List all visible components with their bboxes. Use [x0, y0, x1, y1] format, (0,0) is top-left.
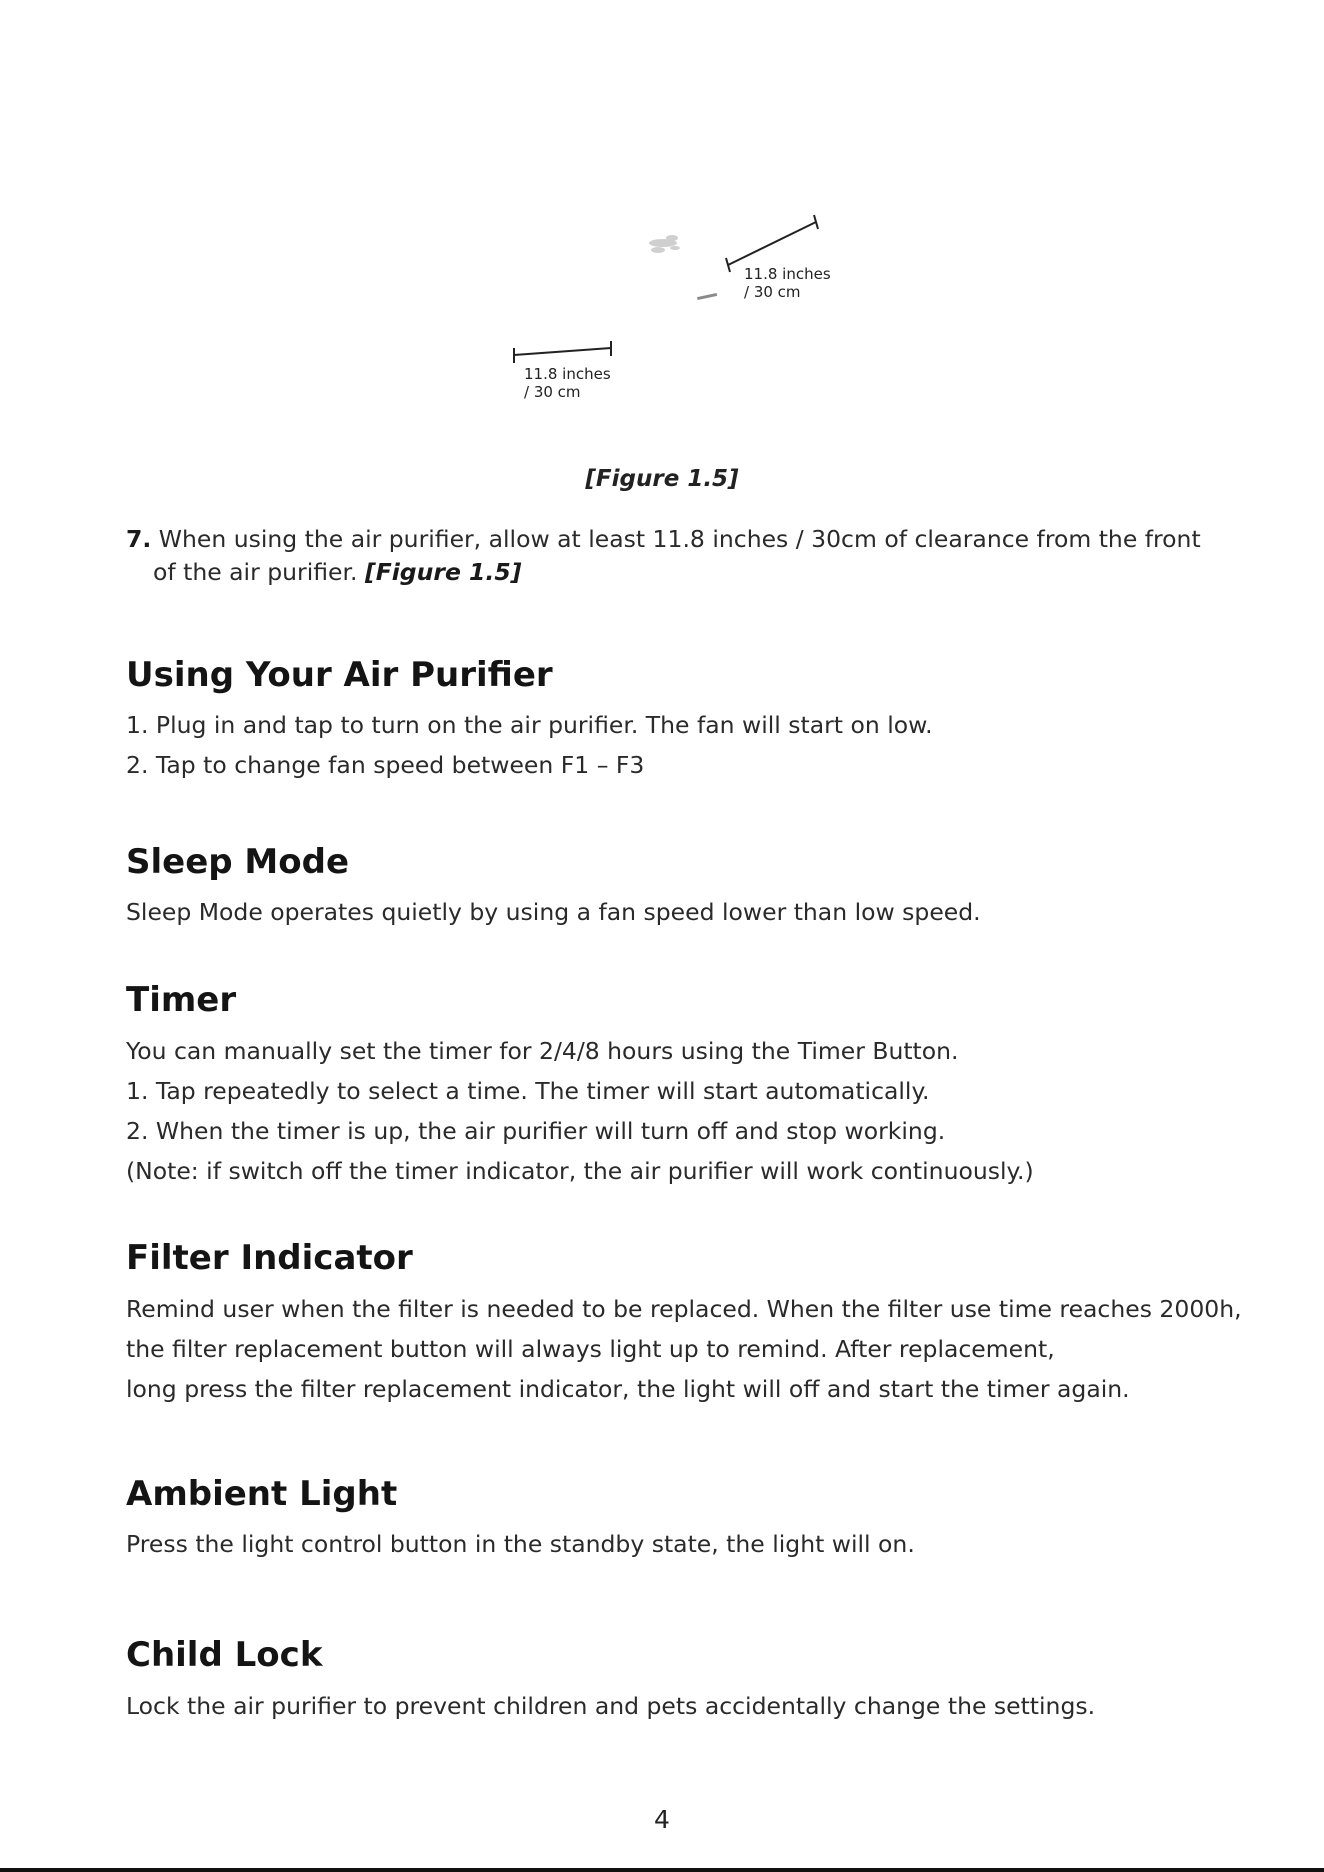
page-number: 4 [654, 1805, 670, 1834]
timer-line-3: 2. When the timer is up, the air purifier will turn off and stop working. [126, 1117, 946, 1145]
purifier-top-icon [649, 235, 680, 253]
sleep-mode-text: Sleep Mode operates quietly by using a fan speed lower than low speed. [126, 898, 981, 926]
left-dimension-label-inches: 11.8 inches [524, 365, 611, 383]
step-7-paragraph [126, 523, 1206, 589]
ambient-light-body [126, 1524, 1226, 1564]
right-dimension-line [726, 215, 818, 272]
sleep-mode-body [126, 892, 1226, 932]
heading-using-air-purifier: Using Your Air Purifier [126, 655, 553, 695]
right-dimension-label [744, 265, 831, 301]
left-dimension-line [514, 341, 611, 363]
figure-caption: [Figure 1.5] [585, 466, 739, 492]
using-step-1: 1. Plug in and tap to turn on the air purifier. The fan will start on low. [126, 711, 933, 739]
step-7-number: 7. [126, 525, 152, 553]
timer-body [126, 1031, 1226, 1191]
heading-child-lock: Child Lock [126, 1635, 323, 1675]
ambient-light-text: Press the light control button in the standby state, the light will on. [126, 1530, 915, 1558]
filter-line-1: Remind user when the filter is needed to be replaced. When the filter use time reaches 2000h, [126, 1295, 1242, 1323]
filter-line-3: long press the filter replacement indicator, the light will off and start the timer again. [126, 1375, 1130, 1403]
using-step-2: 2. Tap to change fan speed between F1 – F3 [126, 751, 645, 779]
using-air-purifier-body [126, 705, 1226, 785]
step-7-line-1: When using the air purifier, allow at least 11.8 inches / 30cm of clearance from the front [158, 525, 1201, 553]
step-7-figure-reference: [Figure 1.5] [364, 558, 522, 586]
left-dimension-label [524, 365, 611, 401]
timer-line-1: You can manually set the timer for 2/4/8 hours using the Timer Button. [126, 1037, 959, 1065]
right-dimension-label-inches: 11.8 inches [744, 265, 831, 283]
filter-line-2: the filter replacement button will always light up to remind. After replacement, [126, 1335, 1055, 1363]
heading-sleep-mode: Sleep Mode [126, 842, 350, 882]
child-lock-body [126, 1686, 1226, 1726]
timer-note: (Note: if switch off the timer indicator, the air purifier will work continuously.) [126, 1157, 1034, 1185]
bottom-rule [0, 1868, 1324, 1872]
figure-1-5-diagram [0, 0, 1324, 440]
step-7-line-2: of the air purifier. [153, 558, 358, 586]
left-dimension-label-cm: / 30 cm [524, 383, 581, 401]
heading-filter-indicator: Filter Indicator [126, 1238, 413, 1278]
child-lock-text: Lock the air purifier to prevent children and pets accidentally change the settings. [126, 1692, 1096, 1720]
filter-indicator-body [126, 1289, 1242, 1409]
timer-line-2: 1. Tap repeatedly to select a time. The timer will start automatically. [126, 1077, 930, 1105]
heading-ambient-light: Ambient Light [126, 1474, 398, 1514]
right-dimension-label-cm: / 30 cm [744, 283, 801, 301]
heading-timer: Timer [126, 980, 237, 1020]
purifier-base-icon [697, 293, 717, 300]
